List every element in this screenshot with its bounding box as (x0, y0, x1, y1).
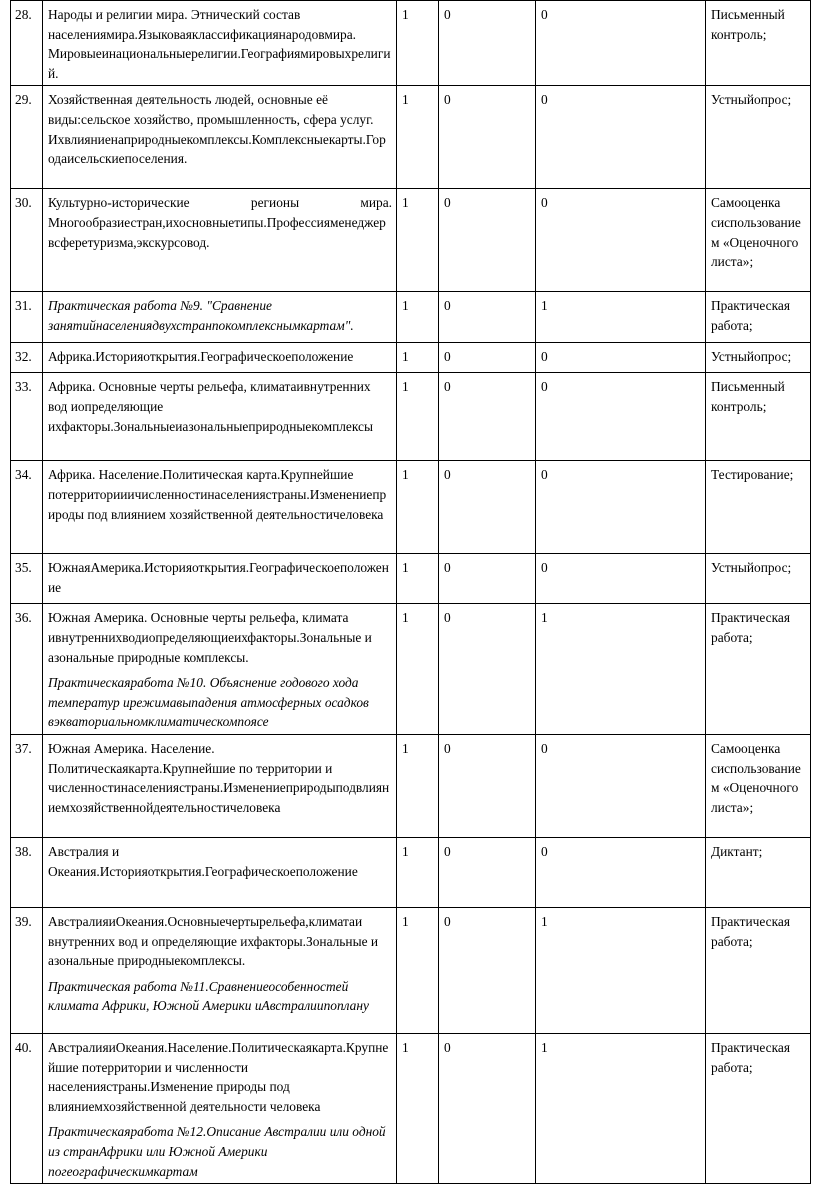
table-row (11, 907, 811, 1033)
total-hours: 1 (397, 292, 439, 343)
practical-work-text: Практическая работа №9. "Сравнение занятийнаселениядвухстранпокомплекснымкартам". (48, 298, 354, 333)
topic-cell (43, 343, 397, 373)
total-hours: 1 (397, 343, 439, 373)
row-number: 30. (11, 189, 43, 292)
control-form: Практическая работа; (706, 292, 811, 343)
row-number: 32. (11, 343, 43, 373)
total-hours: 1 (397, 837, 439, 907)
table-row (11, 461, 811, 554)
control-form: Устныйопрос; (706, 86, 811, 189)
table-row (11, 1, 811, 86)
control-hours: 0 (439, 907, 536, 1033)
row-number: 35. (11, 554, 43, 604)
practical-hours: 0 (536, 189, 706, 292)
topic-text: Африка. Основные черты рельефа, климатаивнутренних вод иопределяющие ихфакторы.Зональныеиазональныеприродныекомплексы (48, 379, 373, 434)
control-hours: 0 (439, 373, 536, 461)
practical-hours: 0 (536, 461, 706, 554)
row-number: 36. (11, 604, 43, 735)
row-number: 39. (11, 907, 43, 1033)
control-form: Практическая работа; (706, 1033, 811, 1183)
control-hours: 0 (439, 1, 536, 86)
topic-cell (43, 1033, 397, 1183)
topic-cell (43, 86, 397, 189)
row-number: 34. (11, 461, 43, 554)
table-row (11, 554, 811, 604)
topic-cell (43, 907, 397, 1033)
topic-text: Австралия и Океания.Историяоткрытия.Географическоеположение (48, 843, 358, 879)
practical-hours: 1 (536, 604, 706, 735)
control-form: Тестирование; (706, 461, 811, 554)
topic-text: Африка. Население.Политическая карта.Крупнейшие потерриторииичисленностинаселениястраны.Изменениеприроды под влиянием хозяйственной деятельностичеловека (48, 467, 387, 522)
topic-cell (43, 734, 397, 837)
total-hours: 1 (397, 86, 439, 189)
topic-cell (43, 292, 397, 343)
topic-text: АвстралияиОкеания.Население.Политическаякарта.Крупнейшие потерритории и численности населениястраны.Изменение природы под влияниемхозяйственной деятельности человека (48, 1039, 389, 1114)
practical-hours: 0 (536, 554, 706, 604)
practical-hours: 1 (536, 292, 706, 343)
total-hours: 1 (397, 461, 439, 554)
practical-hours: 0 (536, 373, 706, 461)
practical-hours: 0 (536, 734, 706, 837)
topic-text: Хозяйственная деятельность людей, основные её виды:сельское хозяйство, промышленность, сфера услуг. Ихвлияниенаприродныекомплексы.Комплексныекарты.Городаисельскиепоселения. (48, 92, 386, 167)
practical-work-text: Практическая работа №11.Сравнениеособенностей климата Африки, Южной Америки иАвстралиипоплану (48, 978, 369, 1014)
total-hours: 1 (397, 1, 439, 86)
control-hours: 0 (439, 554, 536, 604)
row-number: 28. (11, 1, 43, 86)
total-hours: 1 (397, 907, 439, 1033)
topic-text: АвстралияиОкеания.Основныечертырельефа,климатаи внутренних вод и определяющие ихфакторы.Зональные и азональные природныекомплексы. (48, 913, 379, 969)
control-form: Самооценка сиспользованием «Оценочного листа»; (706, 189, 811, 292)
topic-cell (43, 837, 397, 907)
practical-hours: 1 (536, 1033, 706, 1183)
topic-text: Культурно-исторические регионы мира. Многообразиестран,ихосновныетипы.Профессияменеджервсферетуризма,экскурсовод. (48, 195, 392, 250)
control-form: Устныйопрос; (706, 554, 811, 604)
topic-cell (43, 604, 397, 735)
control-hours: 0 (439, 189, 536, 292)
total-hours: 1 (397, 189, 439, 292)
table-row (11, 189, 811, 292)
practical-hours: 0 (536, 86, 706, 189)
lesson-plan-table (10, 0, 811, 1184)
control-hours: 0 (439, 86, 536, 189)
table-row (11, 734, 811, 837)
topic-cell (43, 373, 397, 461)
topic-cell (43, 1, 397, 86)
total-hours: 1 (397, 734, 439, 837)
practical-work-text: Практическаяработа №10. Объяснение годового хода температур ирежимавыпадения атмосферных осадков вэкваториальномклиматическомпоясе (48, 675, 369, 730)
topic-text: ЮжнаяАмерика.Историяоткрытия.Географическоеположение (48, 560, 389, 595)
practical-hours: 0 (536, 1, 706, 86)
row-number: 40. (11, 1033, 43, 1183)
control-hours: 0 (439, 292, 536, 343)
table-row (11, 292, 811, 343)
topic-text: Южная Америка. Основные черты рельефа, климата ивнутреннихводиопределяющиеихфакторы.Зональные и азональные природные комплексы. (48, 610, 372, 665)
practical-hours: 0 (536, 837, 706, 907)
control-hours: 0 (439, 837, 536, 907)
row-number: 37. (11, 734, 43, 837)
control-form: Диктант; (706, 837, 811, 907)
control-hours: 0 (439, 343, 536, 373)
table-row (11, 343, 811, 373)
topic-text: Народы и религии мира. Этнический состав населениямира.Языковаяклассификациянародовмира. Мировыеинациональныерелигии.Географиямировыхрелигий. (48, 7, 391, 81)
control-hours: 0 (439, 1033, 536, 1183)
topic-cell (43, 461, 397, 554)
table-row (11, 86, 811, 189)
row-number: 33. (11, 373, 43, 461)
total-hours: 1 (397, 1033, 439, 1183)
control-form: Письменный контроль; (706, 373, 811, 461)
total-hours: 1 (397, 554, 439, 604)
control-form: Самооценка сиспользованием «Оценочного листа»; (706, 734, 811, 837)
lesson-plan-page (10, 0, 810, 1184)
control-form: Письменный контроль; (706, 1, 811, 86)
control-hours: 0 (439, 734, 536, 837)
control-form: Устныйопрос; (706, 343, 811, 373)
control-form: Практическая работа; (706, 907, 811, 1033)
control-hours: 0 (439, 461, 536, 554)
control-hours: 0 (439, 604, 536, 735)
topic-text: Южная Америка. Население. Политическаякарта.Крупнейшие по территории и численностинаселениястраны.Изменениеприродыподвлияниемхозяйственнойдеятельностичеловека (48, 740, 390, 815)
total-hours: 1 (397, 604, 439, 735)
table-row (11, 373, 811, 461)
topic-text: Африка.Историяоткрытия.Географическоеположение (48, 349, 354, 365)
topic-cell (43, 554, 397, 604)
row-number: 31. (11, 292, 43, 343)
table-row (11, 837, 811, 907)
practical-hours: 0 (536, 343, 706, 373)
topic-cell (43, 189, 397, 292)
total-hours: 1 (397, 373, 439, 461)
practical-work-text: Практическаяработа №12.Описание Австралии или одной из странАфрики или Южной Америки погеографическимкартам (48, 1124, 386, 1179)
row-number: 29. (11, 86, 43, 189)
table-row (11, 604, 811, 735)
control-form: Практическая работа; (706, 604, 811, 735)
table-row (11, 1033, 811, 1183)
row-number: 38. (11, 837, 43, 907)
practical-hours: 1 (536, 907, 706, 1033)
